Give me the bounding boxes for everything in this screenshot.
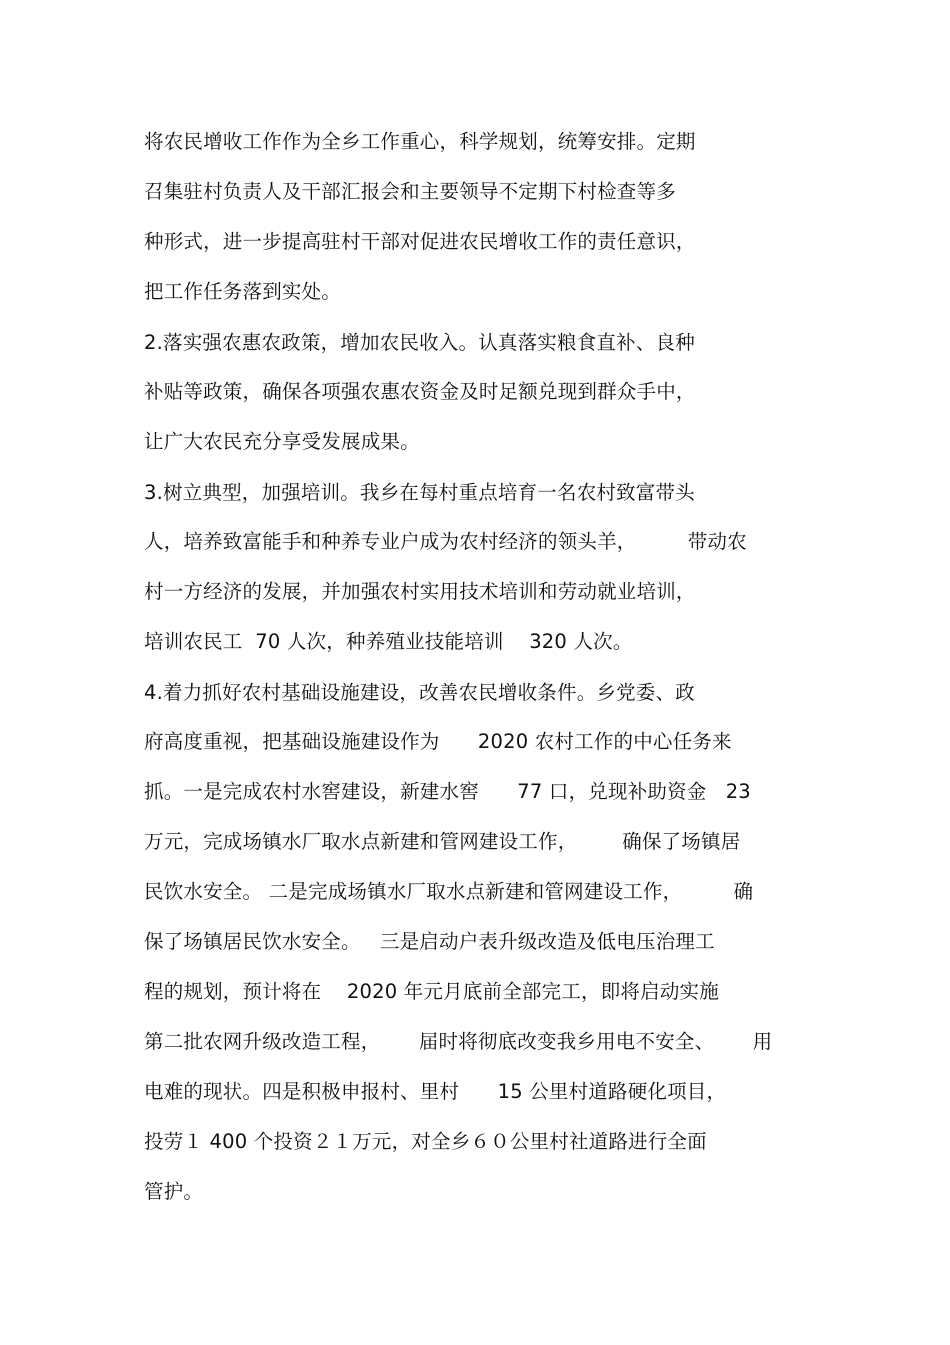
text-line: 程的规划，预计将在 2020 年元月底前全部完工，即将启动实施 — [144, 980, 719, 1003]
text-line: 培训农民工 70 人次，种养殖业技能培训 320 人次。 — [144, 630, 633, 653]
text-line: 第二批农网升级改造工程， 届时将彻底改变我乡用电不安全、 用 — [144, 1030, 773, 1053]
text-line: 召集驻村负责人及干部汇报会和主要领导不定期下村检查等多 — [144, 180, 676, 203]
text-line: 投劳１ 400 个投资２１万元，对全乡６０公里村社道路进行全面 — [144, 1130, 707, 1153]
text-line: 4.着力抓好农村基础设施建设，改善农民增收条件。乡党委、政 — [144, 681, 695, 704]
text-line: 府高度重视，把基础设施建设作为 2020 农村工作的中心任务来 — [144, 730, 732, 753]
text-line: 补贴等政策，确保各项强农惠农资金及时足额兑现到群众手中， — [144, 380, 696, 403]
text-line: 人，培养致富能手和种养专业户成为农村经济的领头羊， 带动农 — [144, 530, 747, 553]
text-line: 2.落实强农惠农政策，增加农民收入。认真落实粮食直补、良种 — [144, 331, 695, 354]
text-line: 把工作任务落到实处。 — [144, 280, 342, 303]
text-line: 保了场镇居民饮水安全。 三是启动户表升级改造及低电压治理工 — [144, 930, 715, 953]
text-line: 将农民增收工作作为全乡工作重心，科学规划，统筹安排。定期 — [144, 130, 696, 153]
text-line: 电难的现状。四是积极申报村、里村 15 公里村道路硬化项目， — [144, 1080, 727, 1103]
text-line: 种形式，进一步提高驻村干部对促进农民增收工作的责任意识， — [144, 230, 696, 253]
text-line: 抓。一是完成农村水窖建设，新建水窖 77 口，兑现补助资金 23 — [144, 780, 751, 803]
text-line: 村一方经济的发展，并加强农村实用技术培训和劳动就业培训， — [144, 580, 696, 603]
text-line: 管护。 — [144, 1180, 204, 1203]
text-line: 3.树立典型，加强培训。我乡在每村重点培育一名农村致富带头 — [144, 481, 695, 504]
text-line: 让广大农民充分享受发展成果。 — [144, 430, 420, 453]
text-line: 民饮水安全。 二是完成场镇水厂取水点新建和管网建设工作， 确 — [144, 880, 754, 903]
text-line: 万元，完成场镇水厂取水点新建和管网建设工作， 确保了场镇居 — [144, 830, 741, 853]
